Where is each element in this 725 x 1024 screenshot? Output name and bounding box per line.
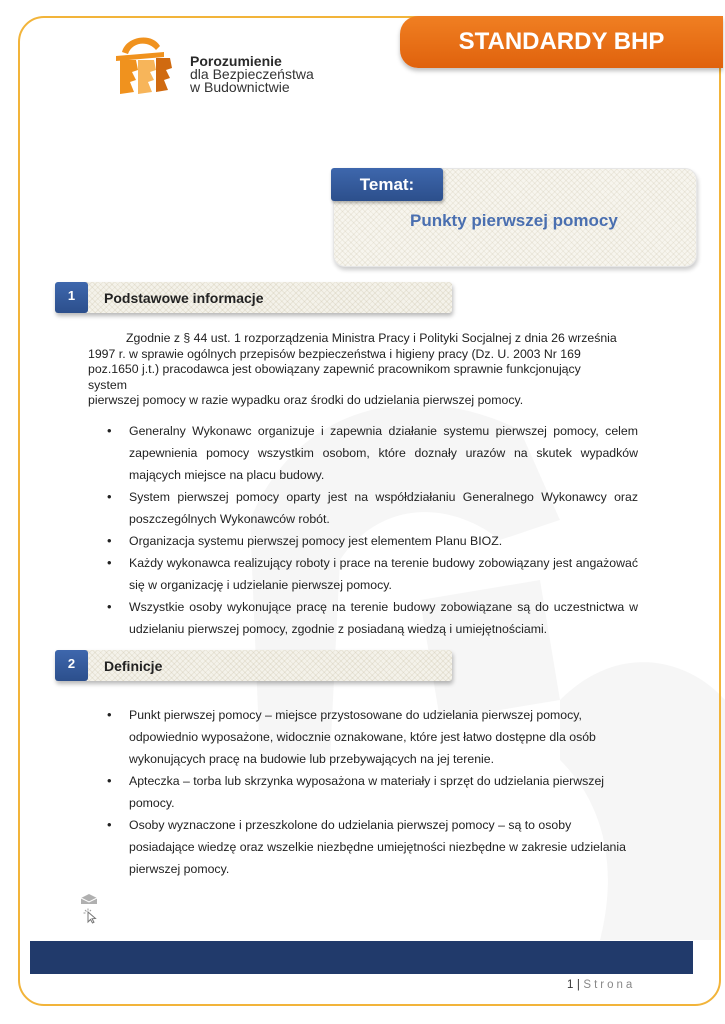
list-item: • Organizacja systemu pierwszej pomocy jest elementem Planu BIOZ. (107, 530, 638, 552)
org-line-2: dla Bezpieczeństwa (190, 66, 314, 82)
list-item: • Generalny Wykonawc organizuje i zapewnia działanie systemu pierwszej pomocy, celem zapewnienia pomocy wszystkim osobom, które doznały urazów na skutek wypadków mających miejsce na placu budowy. (107, 420, 638, 486)
section-1-bullet-list (107, 420, 638, 640)
intro-line: poz.1650 j.t.) pracodawca jest obowiązany zapewnić pracownikom sprawnie funkcjonujący system (88, 362, 581, 392)
list-item: • Osoby wyznaczone i przeszkolone do udzielania pierwszej pomocy – są to osoby posiadające wiedzę oraz wszelkie niezbędne umiejętności niezbędne w zakresie udzielania pierwszej pomocy. (107, 814, 638, 880)
section-2-title: Definicje (104, 658, 163, 674)
list-item: • Każdy wykonawca realizujący roboty i prace na terenie budowy zobowiązany jest angażować się w organizację i udzielanie pierwszej pomocy. (107, 552, 638, 596)
intro-paragraph (88, 331, 618, 409)
section-2-bullet-list (107, 704, 638, 880)
page-number (567, 979, 635, 991)
section-2-number: 2 (55, 650, 88, 681)
footer-bar (30, 941, 693, 974)
intro-line: Zgodnie z § 44 ust. 1 rozporządzenia Ministra Pracy i Polityki Socjalnej z dnia 26 września (126, 331, 617, 345)
standard-banner: STANDARDY BHP (400, 16, 723, 68)
page-number-value: 1 (567, 979, 574, 991)
intro-line: 1997 r. w sprawie ogólnych przepisów bezpieczeństwa i higieny pracy (Dz. U. 2003 Nr 169 (88, 346, 581, 361)
topic-label: Temat: (331, 168, 443, 201)
list-item: • Wszystkie osoby wykonujące pracę na terenie budowy zobowiązane są do uczestnictwa w udzielaniu pierwszej pomocy, zgodnie z posiadaną wiedzą i umiejętnościami. (107, 596, 638, 640)
list-item: • Apteczka – torba lub skrzynka wyposażona w materiały i sprzęt do udzielania pierwszej pomocy. (107, 770, 638, 814)
click-cursor-icon[interactable] (83, 908, 97, 924)
list-item: • System pierwszej pomocy oparty jest na współdziałaniu Generalnego Wykonawcy oraz poszczególnych Wykonawców robót. (107, 486, 638, 530)
section-1-title: Podstawowe informacje (104, 290, 264, 306)
topic-title: Punkty pierwszej pomocy (410, 211, 618, 230)
envelope-icon[interactable] (80, 893, 98, 905)
intro-line: pierwszej pomocy w razie wypadku oraz środki do udzielania pierwszej pomocy. (88, 393, 524, 407)
org-line-3: w Budownictwie (190, 79, 290, 95)
section-1-number: 1 (55, 282, 88, 313)
org-line-1: Porozumienie (190, 53, 282, 69)
organization-name (190, 55, 314, 94)
list-item: • Punkt pierwszej pomocy – miejsce przystosowane do udzielania pierwszej pomocy, odpowiednio wyposażone, widocznie oznakowane, które jest łatwo dostępne dla osób wykonujących pracę na budowie lub przebywających na jej terenie. (107, 704, 638, 770)
page-separator: | (576, 979, 581, 991)
helmet-faces-logo (108, 30, 198, 100)
page-label: Strona (583, 979, 636, 991)
